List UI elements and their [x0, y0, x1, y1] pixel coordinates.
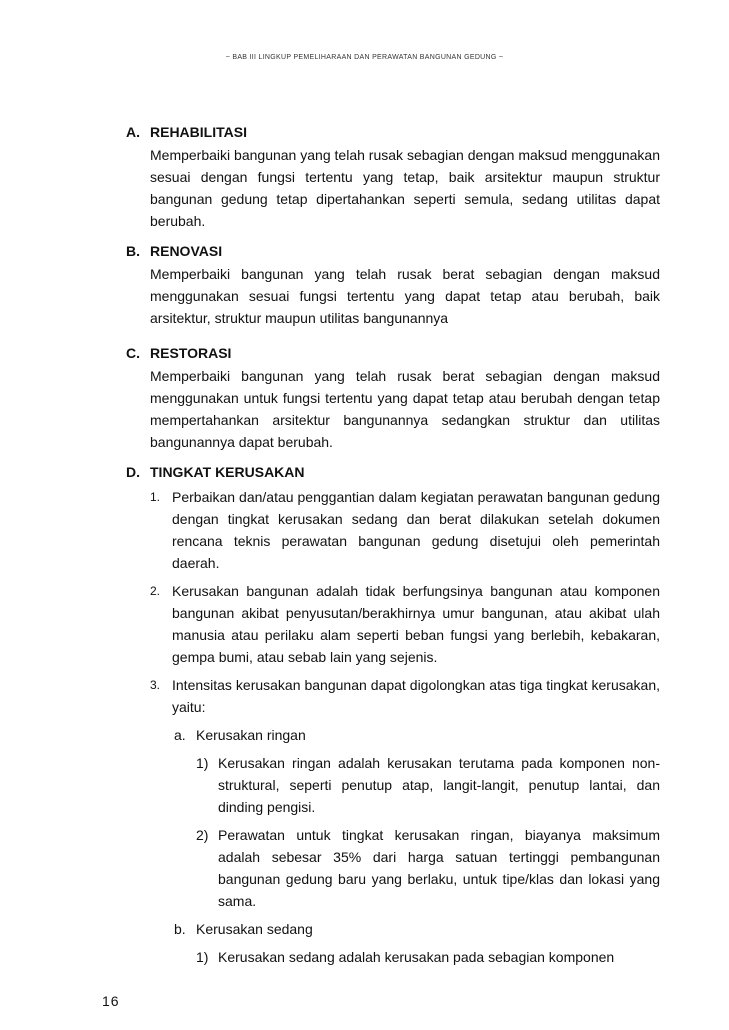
sub-letter: b. [174, 921, 186, 937]
sub-point [126, 824, 660, 912]
list-number: 3. [150, 678, 161, 692]
section-text: Memperbaiki bangunan yang telah rusak berat sebagian dengan maksud menggunakan untuk fungsi tertentu yang dapat tetap atau berubah dengan tetap mempertahankan arsitektur bangunannya sedangkan struktur dan utilitas bangunannya dapat berubah. [150, 368, 660, 450]
section-letter: C. [126, 345, 140, 361]
section-text: Memperbaiki bangunan yang telah rusak sebagian dengan maksud menggunakan sesuai dengan fungsi tertentu yang tetap, baik arsitektur maupun struktur bangunan gedung tetap dipertahankan seperti semula, sedang utilitas dapat berubah. [150, 147, 660, 229]
sub-point-number: 1) [196, 949, 209, 965]
sub-point-number: 2) [196, 827, 209, 843]
section-title: TINGKAT KERUSAKAN [150, 464, 305, 480]
sub-point-number: 1) [196, 755, 209, 771]
section-renovasi [126, 241, 660, 329]
page-number: 16 [102, 993, 120, 1009]
list-item [126, 580, 660, 668]
section-text: Memperbaiki bangunan yang telah rusak berat sebagian dengan maksud menggunakan sesuai fungsi tertentu yang dapat tetap atau berubah, baik arsitektur, struktur maupun utilitas bangunannya [150, 266, 660, 326]
sub-point-text: Kerusakan ringan adalah kerusakan terutama pada komponen non-struktural, seperti penutup atap, langit-langit, penutup lantai, dan dinding pengisi. [218, 755, 660, 815]
sub-point-text: Kerusakan sedang adalah kerusakan pada sebagian komponen [218, 949, 615, 965]
section-restorasi [126, 343, 660, 453]
list-item-text: Kerusakan bangunan adalah tidak berfungsinya bangunan atau komponen bangunan akibat penyusutan/berakhirnya umur bangunan, atau akibat ulah manusia atau perilaku alam seperti beban fungsi yang berlebih, kebakaran, gempa bumi, atau sebab lain yang sejenis. [172, 583, 660, 665]
list-number: 1. [150, 490, 161, 504]
section-letter: B. [126, 243, 140, 259]
section-tingkat-kerusakan [126, 462, 660, 968]
section-title: RENOVASI [150, 243, 223, 259]
sub-item-title: Kerusakan ringan [196, 727, 306, 743]
sub-point [126, 752, 660, 818]
sub-point [126, 946, 660, 968]
section-title: RESTORASI [150, 345, 232, 361]
section-letter: A. [126, 124, 140, 140]
section-title: REHABILITASI [150, 124, 247, 140]
sub-letter: a. [174, 727, 186, 743]
running-header: ~ BAB III LINGKUP PEMELIHARAAN DAN PERAWATAN BANGUNAN GEDUNG ~ [225, 54, 504, 61]
list-item [126, 674, 660, 718]
section-rehabilitasi [126, 122, 660, 232]
sub-item [126, 918, 660, 940]
sub-item [126, 724, 660, 746]
section-letter: D. [126, 464, 140, 480]
list-item-text: Perbaikan dan/atau penggantian dalam kegiatan perawatan bangunan gedung dengan tingkat kerusakan sedang dan berat dilakukan setelah dokumen rencana teknis perawatan bangunan gedung disetujui oleh pemerintah daerah. [172, 489, 660, 571]
list-item [126, 486, 660, 574]
sub-point-text: Perawatan untuk tingkat kerusakan ringan, biayanya maksimum adalah sebesar 35% dari harga satuan tertinggi pembangunan bangunan gedung baru yang berlaku, untuk tipe/klas dan lokasi yang sama. [218, 827, 660, 909]
list-item-text: Intensitas kerusakan bangunan dapat digolongkan atas tiga tingkat kerusakan, yaitu: [172, 677, 660, 715]
list-number: 2. [150, 584, 161, 598]
sub-item-title: Kerusakan sedang [196, 921, 313, 937]
